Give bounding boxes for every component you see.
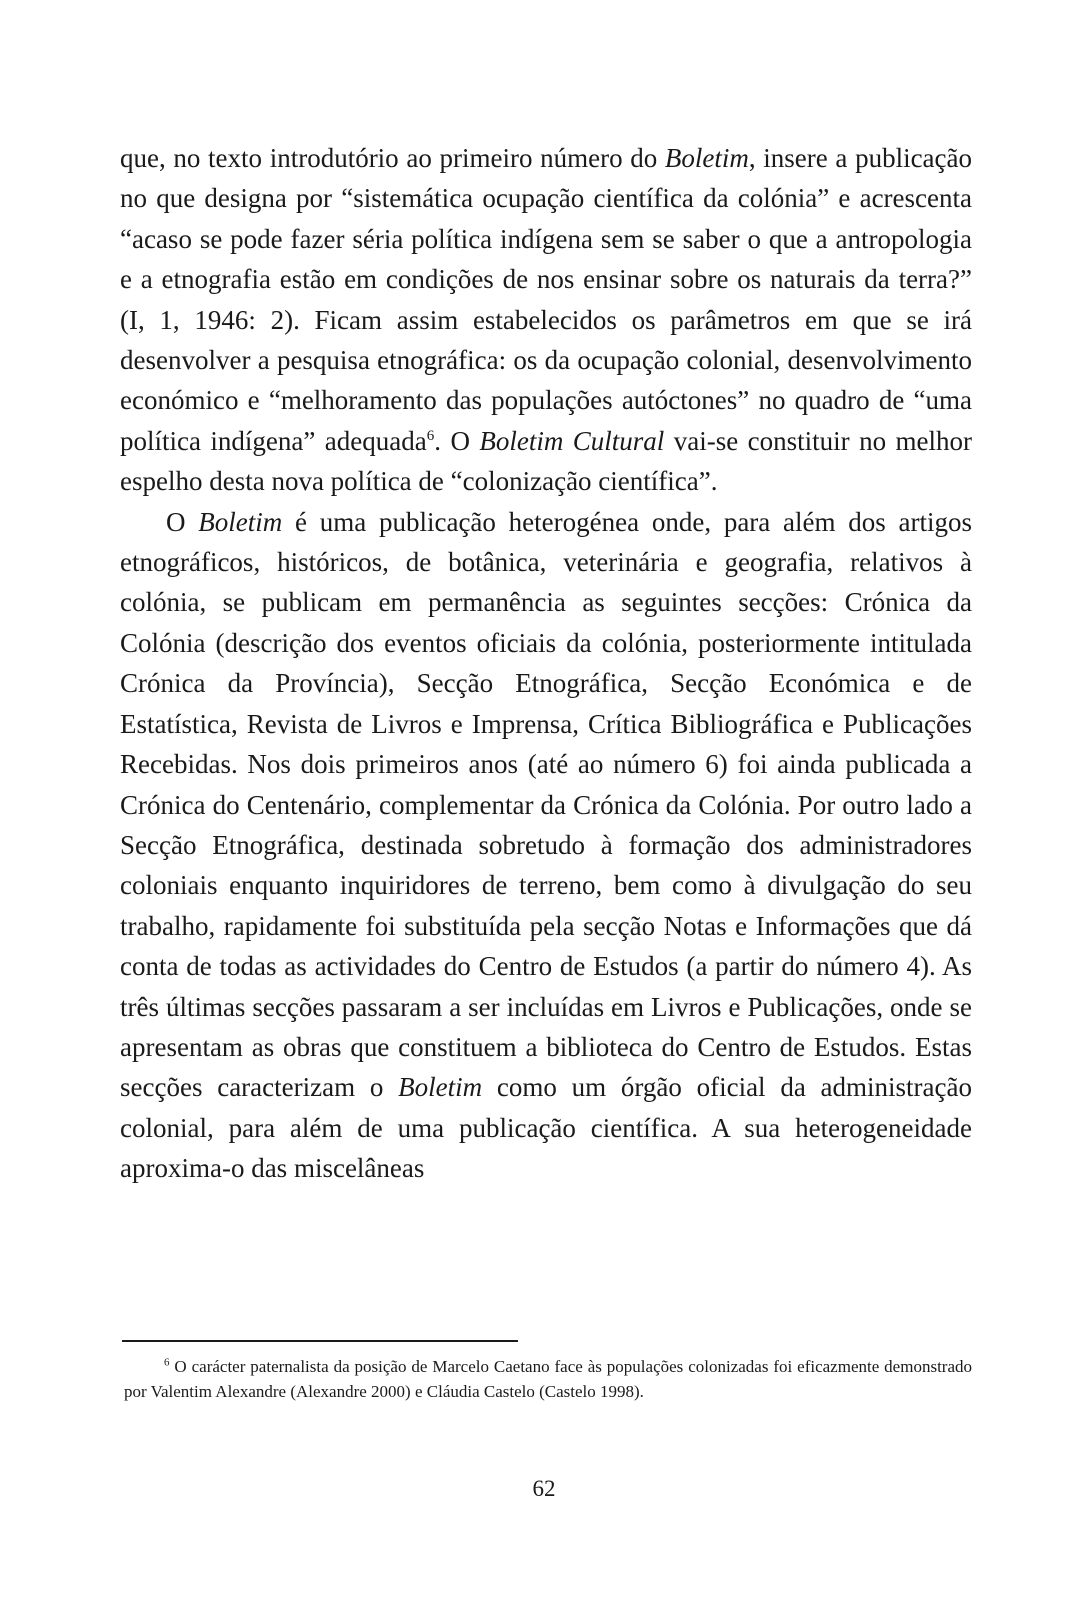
footnote-reference: 6: [426, 427, 435, 444]
paragraph-1-text-c: . O: [434, 425, 480, 456]
boletim-title-italic: Boletim: [398, 1072, 483, 1103]
paragraph-1-text-b: , insere a publicação no que designa por “sistemática ocupação científica da colónia” e acrescenta “acaso se pode fazer séria política indígena sem se saber o que a antropologia e a etnografia estão em condições de nos ensinar sobre os naturais da terra?” (I, 1, 1946: 2). Ficam assim estabelecidos os parâmetros em que se irá desenvolver a pesquisa etnográfica: os da ocupação colonial, desenvolvimento económico e “melhoramento das populações autóctones” no quadro de “uma política indígena” adequada: [120, 143, 973, 456]
body-text: [120, 138, 972, 1189]
footnote-marker: 6: [164, 1356, 170, 1369]
page-number: 62: [532, 1476, 556, 1501]
paragraph-2-text-a: O: [166, 506, 199, 537]
boletim-cultural-title-italic: Boletim Cultural: [479, 425, 665, 456]
boletim-title-italic: Boletim: [664, 143, 749, 173]
paragraph-2-text-c: como um órgão oficial da administração colonial, para além de uma publicação científica. A sua heterogeneidade aproxima-o das miscelâneas: [120, 1072, 972, 1184]
paragraph-1-text-a: que, no texto introdutório ao primeiro número do: [120, 143, 665, 173]
boletim-title-italic: Boletim: [198, 506, 283, 537]
paragraph-1-text-d: vai-se constituir no melhor espelho desta nova política de “colonização científica”.: [120, 425, 972, 497]
paragraph-1: [120, 138, 972, 502]
paragraph-2: [120, 502, 972, 1189]
footnote: [124, 1354, 972, 1404]
paragraph-2-text-b: é uma publicação heterogénea onde, para além dos artigos etnográficos, históricos, de botânica, veterinária e geografia, relativos à colónia, se publicam em permanência as seguintes secções: Crónica da Colónia (descrição dos eventos oficiais da colónia, posteriormente intitulada Crónica da Província), Secção Etnográfica, Secção Económica e de Estatística, Revista de Livros e Imprensa, Crítica Bibliográfica e Publicações Recebidas. Nos dois primeiros anos (até ao número 6) foi ainda publicada a Crónica do Centenário, complementar da Crónica da Colónia. Por outro lado a Secção Etnográfica, destinada sobretudo à formação dos administradores coloniais enquanto inquiridores de terreno, bem como à divulgação do seu trabalho, rapidamente foi substituída pela secção Notas e Informações que dá conta de todas as actividades do Centro de Estudos (a partir do número 4). As três últimas secções passaram a ser incluídas em Livros e Publicações, onde se apresentam as obras que constituem a biblioteca do Centro de Estudos. Estas secções caracterizam o: [120, 506, 973, 1103]
footnote-divider: [122, 1340, 518, 1342]
footnote-text: O carácter paternalista da posição de Marcelo Caetano face às populações colonizadas foi eficazmente demonstrado por Valentim Alexandre (Alexandre 2000) e Cláudia Castelo (Castelo 1998).: [124, 1357, 972, 1401]
